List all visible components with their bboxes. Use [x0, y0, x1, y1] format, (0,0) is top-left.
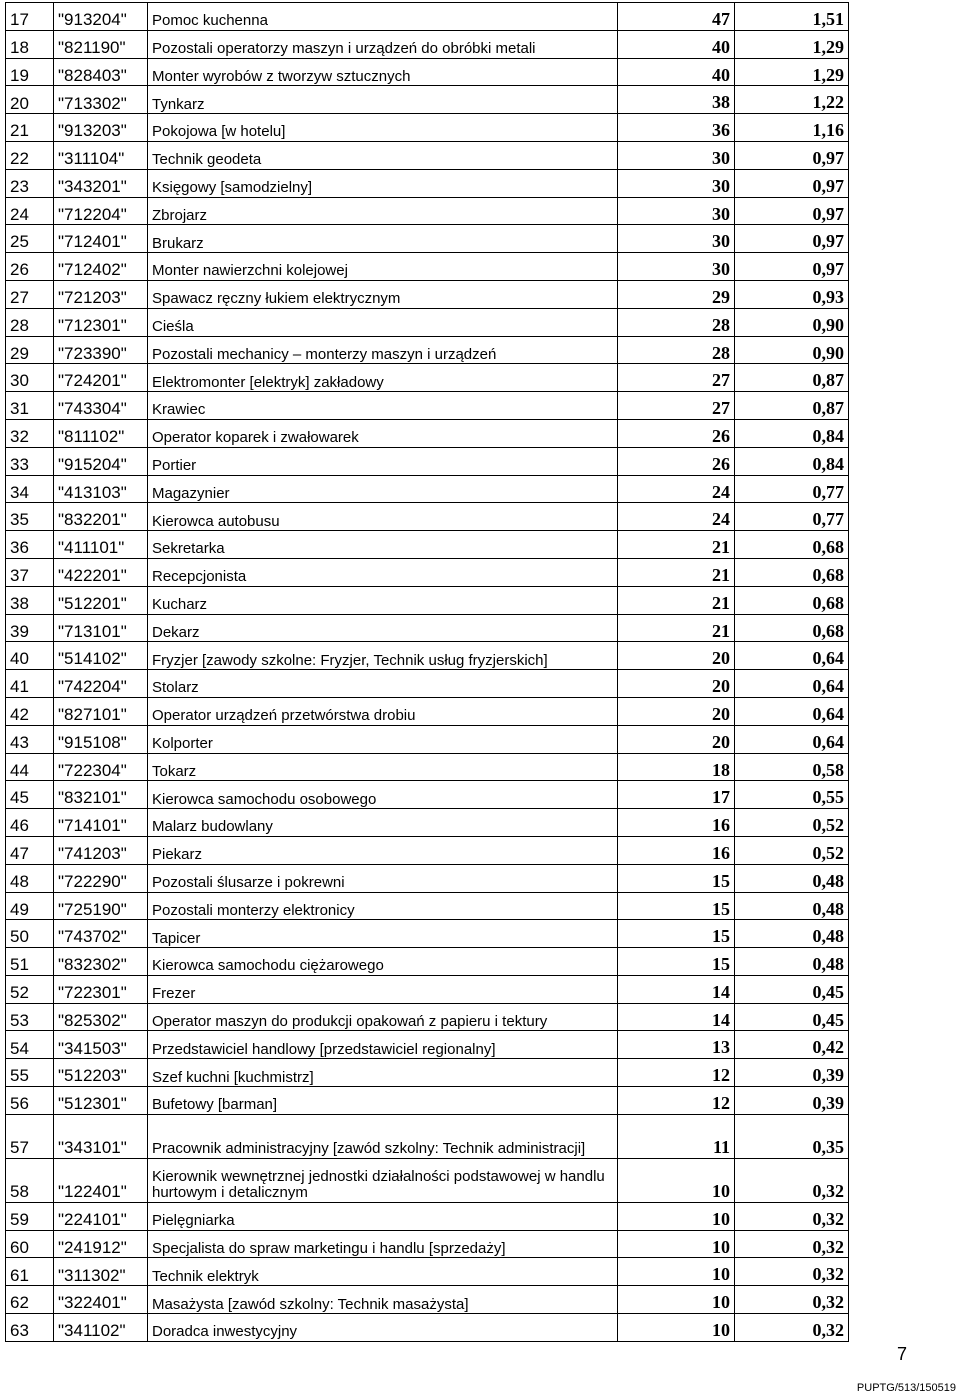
percent-value: 0,32: [735, 1158, 849, 1202]
count-value: 24: [618, 503, 735, 531]
occupation-name: Bufetowy [barman]: [148, 1087, 618, 1115]
occupation-code: "722290": [54, 864, 148, 892]
occupation-code: "825302": [54, 1003, 148, 1031]
table-row: [6, 920, 849, 948]
percent-value: 0,68: [735, 531, 849, 559]
count-value: 30: [618, 141, 735, 169]
row-number: 31: [6, 392, 54, 420]
row-number: 20: [6, 86, 54, 114]
percent-value: 0,32: [735, 1314, 849, 1342]
occupation-name: Pozostali ślusarze i pokrewni: [148, 864, 618, 892]
occupation-name: Operator koparek i zwałowarek: [148, 419, 618, 447]
table-row: [6, 197, 849, 225]
occupation-code: "514102": [54, 642, 148, 670]
row-number: 60: [6, 1230, 54, 1258]
occupation-code: "714101": [54, 809, 148, 837]
occupation-name: Spawacz ręczny łukiem elektrycznym: [148, 280, 618, 308]
row-number: 27: [6, 280, 54, 308]
row-number: 33: [6, 447, 54, 475]
occupation-name: Pielęgniarka: [148, 1202, 618, 1230]
occupation-code: "422201": [54, 558, 148, 586]
count-value: 13: [618, 1031, 735, 1059]
table-row: [6, 1230, 849, 1258]
table-row: [6, 670, 849, 698]
count-value: 26: [618, 447, 735, 475]
row-number: 22: [6, 141, 54, 169]
table-row: [6, 1286, 849, 1314]
table-row: [6, 392, 849, 420]
row-number: 35: [6, 503, 54, 531]
occupation-name: Piekarz: [148, 836, 618, 864]
document-code: PUPTG/513/150519: [856, 1382, 956, 1394]
row-number: 23: [6, 169, 54, 197]
occupation-code: "723390": [54, 336, 148, 364]
table-row: [6, 86, 849, 114]
occupation-name: Brukarz: [148, 225, 618, 253]
percent-value: 0,64: [735, 642, 849, 670]
table-row: [6, 1059, 849, 1087]
occupation-name: Kierowca samochodu ciężarowego: [148, 948, 618, 976]
count-value: 30: [618, 197, 735, 225]
occupation-code: "821190": [54, 30, 148, 58]
occupation-code: "713302": [54, 86, 148, 114]
occupation-code: "311302": [54, 1258, 148, 1286]
row-number: 32: [6, 419, 54, 447]
occupation-code: "722301": [54, 975, 148, 1003]
count-value: 40: [618, 58, 735, 86]
percent-value: 0,39: [735, 1087, 849, 1115]
occupation-name: Malarz budowlany: [148, 809, 618, 837]
table-row: [6, 1114, 849, 1158]
count-value: 15: [618, 864, 735, 892]
occupation-code: "322401": [54, 1286, 148, 1314]
table-row: [6, 753, 849, 781]
occupation-name: Monter wyrobów z tworzyw sztucznych: [148, 58, 618, 86]
occupation-name: Masażysta [zawód szkolny: Technik masażysta]: [148, 1286, 618, 1314]
row-number: 57: [6, 1114, 54, 1158]
percent-value: 1,29: [735, 58, 849, 86]
percent-value: 0,64: [735, 697, 849, 725]
table-row: [6, 1031, 849, 1059]
row-number: 26: [6, 253, 54, 281]
percent-value: 1,51: [735, 3, 849, 31]
row-number: 39: [6, 614, 54, 642]
row-number: 29: [6, 336, 54, 364]
table-row: [6, 697, 849, 725]
occupation-code: "811102": [54, 419, 148, 447]
occupation-code: "512201": [54, 586, 148, 614]
occupation-name: Kierownik wewnętrznej jednostki działalności podstawowej w handlu hurtowym i detalicznym: [148, 1158, 618, 1202]
occupation-name: Tynkarz: [148, 86, 618, 114]
row-number: 63: [6, 1314, 54, 1342]
occupation-code: "411101": [54, 531, 148, 559]
occupation-code: "512301": [54, 1087, 148, 1115]
occupation-code: "241912": [54, 1230, 148, 1258]
table-row: [6, 30, 849, 58]
occupation-code: "743304": [54, 392, 148, 420]
count-value: 38: [618, 86, 735, 114]
row-number: 41: [6, 670, 54, 698]
count-value: 21: [618, 531, 735, 559]
occupation-code: "724201": [54, 364, 148, 392]
occupation-name: Specjalista do spraw marketingu i handlu [sprzedaży]: [148, 1230, 618, 1258]
percent-value: 0,84: [735, 419, 849, 447]
count-value: 18: [618, 753, 735, 781]
table-row: [6, 1158, 849, 1202]
row-number: 42: [6, 697, 54, 725]
occupation-code: "832101": [54, 781, 148, 809]
table-row: [6, 1258, 849, 1286]
occupation-code: "343101": [54, 1114, 148, 1158]
table-body: [6, 3, 849, 1342]
percent-value: 0,48: [735, 864, 849, 892]
occupation-code: "343201": [54, 169, 148, 197]
table-row: [6, 614, 849, 642]
occupation-code: "341102": [54, 1314, 148, 1342]
occupation-code: "742204": [54, 670, 148, 698]
percent-value: 0,68: [735, 614, 849, 642]
row-number: 17: [6, 3, 54, 31]
occupation-name: Kucharz: [148, 586, 618, 614]
count-value: 29: [618, 280, 735, 308]
row-number: 55: [6, 1059, 54, 1087]
count-value: 16: [618, 836, 735, 864]
row-number: 25: [6, 225, 54, 253]
table-row: [6, 114, 849, 142]
percent-value: 0,97: [735, 225, 849, 253]
percent-value: 0,97: [735, 253, 849, 281]
row-number: 45: [6, 781, 54, 809]
occupation-name: Krawiec: [148, 392, 618, 420]
count-value: 30: [618, 225, 735, 253]
count-value: 10: [618, 1258, 735, 1286]
percent-value: 0,84: [735, 447, 849, 475]
row-number: 30: [6, 364, 54, 392]
table-row: [6, 308, 849, 336]
row-number: 28: [6, 308, 54, 336]
row-number: 21: [6, 114, 54, 142]
row-number: 52: [6, 975, 54, 1003]
count-value: 14: [618, 975, 735, 1003]
row-number: 53: [6, 1003, 54, 1031]
count-value: 28: [618, 336, 735, 364]
occupation-name: Księgowy [samodzielny]: [148, 169, 618, 197]
count-value: 15: [618, 920, 735, 948]
table-row: [6, 364, 849, 392]
occupation-code: "827101": [54, 697, 148, 725]
count-value: 27: [618, 364, 735, 392]
percent-value: 0,90: [735, 308, 849, 336]
percent-value: 0,45: [735, 975, 849, 1003]
count-value: 17: [618, 781, 735, 809]
occupation-code: "915204": [54, 447, 148, 475]
occupation-name: Pozostali monterzy elektronicy: [148, 892, 618, 920]
occupation-name: Cieśla: [148, 308, 618, 336]
table-row: [6, 586, 849, 614]
count-value: 10: [618, 1286, 735, 1314]
occupation-name: Zbrojarz: [148, 197, 618, 225]
percent-value: 0,32: [735, 1230, 849, 1258]
percent-value: 0,64: [735, 725, 849, 753]
percent-value: 0,55: [735, 781, 849, 809]
occupation-code: "712401": [54, 225, 148, 253]
count-value: 21: [618, 558, 735, 586]
percent-value: 0,97: [735, 169, 849, 197]
row-number: 19: [6, 58, 54, 86]
percent-value: 0,58: [735, 753, 849, 781]
table-row: [6, 475, 849, 503]
occupation-name: Pozostali mechanicy – monterzy maszyn i urządzeń: [148, 336, 618, 364]
occupation-code: "721203": [54, 280, 148, 308]
percent-value: 0,90: [735, 336, 849, 364]
table-row: [6, 975, 849, 1003]
table-row: [6, 948, 849, 976]
row-number: 56: [6, 1087, 54, 1115]
occupation-name: Kierowca samochodu osobowego: [148, 781, 618, 809]
table-row: [6, 3, 849, 31]
count-value: 20: [618, 642, 735, 670]
table-row: [6, 280, 849, 308]
percent-value: 1,22: [735, 86, 849, 114]
occupation-name: Szef kuchni [kuchmistrz]: [148, 1059, 618, 1087]
occupation-name: Tapicer: [148, 920, 618, 948]
count-value: 20: [618, 670, 735, 698]
table-row: [6, 253, 849, 281]
table-row: [6, 503, 849, 531]
count-value: 27: [618, 392, 735, 420]
row-number: 24: [6, 197, 54, 225]
row-number: 51: [6, 948, 54, 976]
table-row: [6, 892, 849, 920]
table-row: [6, 864, 849, 892]
percent-value: 0,87: [735, 364, 849, 392]
table-row: [6, 225, 849, 253]
percent-value: 0,48: [735, 920, 849, 948]
row-number: 59: [6, 1202, 54, 1230]
occupation-name: Stolarz: [148, 670, 618, 698]
occupation-code: "828403": [54, 58, 148, 86]
occupation-code: "712402": [54, 253, 148, 281]
table-row: [6, 642, 849, 670]
table-row: [6, 725, 849, 753]
occupation-code: "915108": [54, 725, 148, 753]
occupation-name: Monter nawierzchni kolejowej: [148, 253, 618, 281]
percent-value: 0,64: [735, 670, 849, 698]
count-value: 12: [618, 1059, 735, 1087]
occupation-code: "743702": [54, 920, 148, 948]
percent-value: 0,35: [735, 1114, 849, 1158]
occupation-code: "913203": [54, 114, 148, 142]
occupation-code: "413103": [54, 475, 148, 503]
count-value: 10: [618, 1314, 735, 1342]
percent-value: 0,77: [735, 503, 849, 531]
occupation-name: Tokarz: [148, 753, 618, 781]
row-number: 36: [6, 531, 54, 559]
occupation-name: Elektromonter [elektryk] zakładowy: [148, 364, 618, 392]
occupation-name: Dekarz: [148, 614, 618, 642]
percent-value: 0,48: [735, 948, 849, 976]
row-number: 34: [6, 475, 54, 503]
row-number: 38: [6, 586, 54, 614]
row-number: 40: [6, 642, 54, 670]
page-number: 7: [897, 1344, 908, 1364]
occupation-name: Pokojowa [w hotelu]: [148, 114, 618, 142]
occupation-code: "712204": [54, 197, 148, 225]
table-row: [6, 1202, 849, 1230]
percent-value: 0,45: [735, 1003, 849, 1031]
percent-value: 0,52: [735, 809, 849, 837]
count-value: 36: [618, 114, 735, 142]
occupation-name: Kierowca autobusu: [148, 503, 618, 531]
percent-value: 0,93: [735, 280, 849, 308]
occupation-name: Technik elektryk: [148, 1258, 618, 1286]
occupation-name: Operator urządzeń przetwórstwa drobiu: [148, 697, 618, 725]
occupation-name: Pomoc kuchenna: [148, 3, 618, 31]
occupation-code: "832201": [54, 503, 148, 531]
count-value: 15: [618, 892, 735, 920]
occupation-name: Sekretarka: [148, 531, 618, 559]
occupation-code: "122401": [54, 1158, 148, 1202]
percent-value: 0,77: [735, 475, 849, 503]
percent-value: 0,87: [735, 392, 849, 420]
table-row: [6, 531, 849, 559]
count-value: 14: [618, 1003, 735, 1031]
count-value: 21: [618, 586, 735, 614]
row-number: 49: [6, 892, 54, 920]
occupation-name: Doradca inwestycyjny: [148, 1314, 618, 1342]
occupation-name: Portier: [148, 447, 618, 475]
occupation-code: "741203": [54, 836, 148, 864]
percent-value: 0,97: [735, 197, 849, 225]
row-number: 43: [6, 725, 54, 753]
count-value: 20: [618, 697, 735, 725]
count-value: 10: [618, 1230, 735, 1258]
occupations-table: [5, 2, 849, 1342]
occupation-name: Operator maszyn do produkcji opakowań z papieru i tektury: [148, 1003, 618, 1031]
row-number: 46: [6, 809, 54, 837]
occupation-name: Technik geodeta: [148, 141, 618, 169]
table-row: [6, 1314, 849, 1342]
percent-value: 0,42: [735, 1031, 849, 1059]
occupation-name: Fryzjer [zawody szkolne: Fryzjer, Technik usług fryzjerskich]: [148, 642, 618, 670]
percent-value: 0,39: [735, 1059, 849, 1087]
row-number: 18: [6, 30, 54, 58]
row-number: 54: [6, 1031, 54, 1059]
row-number: 62: [6, 1286, 54, 1314]
table-row: [6, 336, 849, 364]
occupation-name: Magazynier: [148, 475, 618, 503]
row-number: 47: [6, 836, 54, 864]
occupation-name: Przedstawiciel handlowy [przedstawiciel regionalny]: [148, 1031, 618, 1059]
row-number: 61: [6, 1258, 54, 1286]
percent-value: 0,32: [735, 1202, 849, 1230]
table-row: [6, 141, 849, 169]
row-number: 48: [6, 864, 54, 892]
percent-value: 0,32: [735, 1258, 849, 1286]
occupation-code: "311104": [54, 141, 148, 169]
percent-value: 0,52: [735, 836, 849, 864]
count-value: 16: [618, 809, 735, 837]
percent-value: 0,32: [735, 1286, 849, 1314]
occupation-code: "722304": [54, 753, 148, 781]
count-value: 28: [618, 308, 735, 336]
row-number: 50: [6, 920, 54, 948]
row-number: 58: [6, 1158, 54, 1202]
count-value: 10: [618, 1202, 735, 1230]
count-value: 20: [618, 725, 735, 753]
count-value: 30: [618, 253, 735, 281]
occupation-code: "712301": [54, 308, 148, 336]
table-row: [6, 1003, 849, 1031]
occupation-name: Recepcjonista: [148, 558, 618, 586]
percent-value: 1,29: [735, 30, 849, 58]
table-row: [6, 447, 849, 475]
row-number: 44: [6, 753, 54, 781]
count-value: 40: [618, 30, 735, 58]
count-value: 47: [618, 3, 735, 31]
occupation-code: "832302": [54, 948, 148, 976]
percent-value: 0,97: [735, 141, 849, 169]
occupation-code: "913204": [54, 3, 148, 31]
percent-value: 0,68: [735, 586, 849, 614]
count-value: 12: [618, 1087, 735, 1115]
table-row: [6, 1087, 849, 1115]
occupation-code: "512203": [54, 1059, 148, 1087]
table-row: [6, 836, 849, 864]
occupation-code: "341503": [54, 1031, 148, 1059]
occupation-code: "224101": [54, 1202, 148, 1230]
percent-value: 0,68: [735, 558, 849, 586]
table-row: [6, 809, 849, 837]
occupation-name: Frezer: [148, 975, 618, 1003]
occupation-code: "725190": [54, 892, 148, 920]
occupation-name: Pracownik administracyjny [zawód szkolny: Technik administracji]: [148, 1114, 618, 1158]
percent-value: 0,48: [735, 892, 849, 920]
table-row: [6, 169, 849, 197]
count-value: 15: [618, 948, 735, 976]
count-value: 21: [618, 614, 735, 642]
table-row: [6, 781, 849, 809]
count-value: 10: [618, 1158, 735, 1202]
percent-value: 1,16: [735, 114, 849, 142]
count-value: 26: [618, 419, 735, 447]
table-row: [6, 58, 849, 86]
count-value: 11: [618, 1114, 735, 1158]
count-value: 30: [618, 169, 735, 197]
occupation-name: Pozostali operatorzy maszyn i urządzeń do obróbki metali: [148, 30, 618, 58]
table-row: [6, 558, 849, 586]
occupation-name: Kolporter: [148, 725, 618, 753]
table-row: [6, 419, 849, 447]
count-value: 24: [618, 475, 735, 503]
row-number: 37: [6, 558, 54, 586]
occupation-code: "713101": [54, 614, 148, 642]
